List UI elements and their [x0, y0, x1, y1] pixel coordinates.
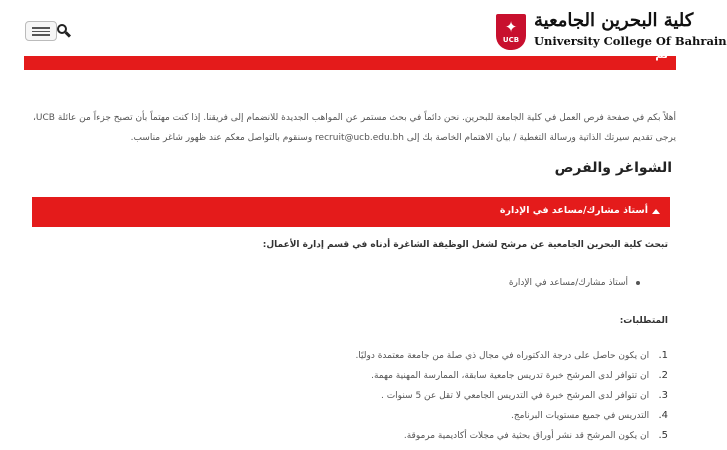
- item-text: ان يكون حاصل على درجة الدكتوراه في مجال ذي صلة من جامعة معتمدة دوليًا.: [355, 351, 650, 361]
- item-number: 4.: [658, 410, 668, 421]
- intro-line-1: أهلاً بكم في صفحة فرص العمل في كلية الجامعة للبحرين. نحن دائماً في بحث مستمر عن المواهب الجديدة للانضمام إلى فريقنا. إذا كنت مهتماً بأن تصبح جزءاً من عائلة UCB،: [33, 113, 676, 123]
- item-text: ان يكون المرشح قد نشر أوراق بحثية في مجلات أكاديمية مرموقة.: [403, 431, 650, 441]
- menu-toggle-button[interactable]: [25, 21, 57, 41]
- list-item: [268, 429, 668, 449]
- banner-text: ىم: [655, 48, 668, 61]
- list-item: [268, 409, 668, 429]
- list-item: [268, 369, 668, 389]
- intro-paragraph: [20, 108, 676, 148]
- item-number: 3.: [658, 390, 668, 401]
- item-text: ان تتوافر لدى المرشح خبرة في التدريس الجامعي لا تقل عن 5 سنوات .: [380, 391, 650, 401]
- item-text: ان تتوافر لدى المرشح خبرة تدريس جامعية سابقة، الممارسة المهنية مهمة.: [371, 371, 650, 381]
- requirements-title: المتطلبات:: [619, 316, 668, 326]
- item-text: التدريس في جميع مستويات البرنامج.: [511, 411, 650, 421]
- list-item: [268, 349, 668, 369]
- site-header: [0, 0, 727, 56]
- caret-up-icon: [652, 209, 660, 214]
- item-number: 2.: [658, 370, 668, 381]
- job-lead-text: تبحث كلية البحرين الجامعية عن مرشح لشغل الوظيفة الشاغرة أدناه في قسم إدارة الأعمال:: [262, 240, 668, 250]
- maple-leaf-icon: ✦: [504, 18, 518, 36]
- positions-list: [509, 278, 640, 288]
- logo-arabic-text[interactable]: كلية البحرين الجامعية: [534, 10, 694, 31]
- item-number: 1.: [658, 350, 668, 361]
- page-banner: [24, 48, 676, 70]
- list-item: [268, 389, 668, 409]
- intro-line-2: يرجى تقديم سيرتك الذاتية ورسالة التغطية / بيان الاهتمام الخاصة بك إلى recruit@ucb.edu.bh وسنقوم بالتواصل معكم عند ظهور شاغر مناسب.: [130, 133, 676, 143]
- search-icon[interactable]: [57, 24, 71, 38]
- logo-shield[interactable]: [496, 14, 526, 50]
- hamburger-icon: [32, 27, 50, 36]
- accordion-header[interactable]: [32, 197, 670, 227]
- list-item: أستاذ مشارك/مساعد في الإدارة: [509, 278, 640, 288]
- requirements-list: [268, 349, 668, 449]
- item-number: 5.: [658, 430, 668, 441]
- accordion-label: أستاذ مشارك/مساعد في الإدارة: [499, 205, 648, 216]
- logo-abbr: UCB: [502, 36, 520, 44]
- logo-english-text[interactable]: University College Of Bahrain: [534, 34, 727, 48]
- section-title: الشواغر والفرص: [554, 160, 672, 176]
